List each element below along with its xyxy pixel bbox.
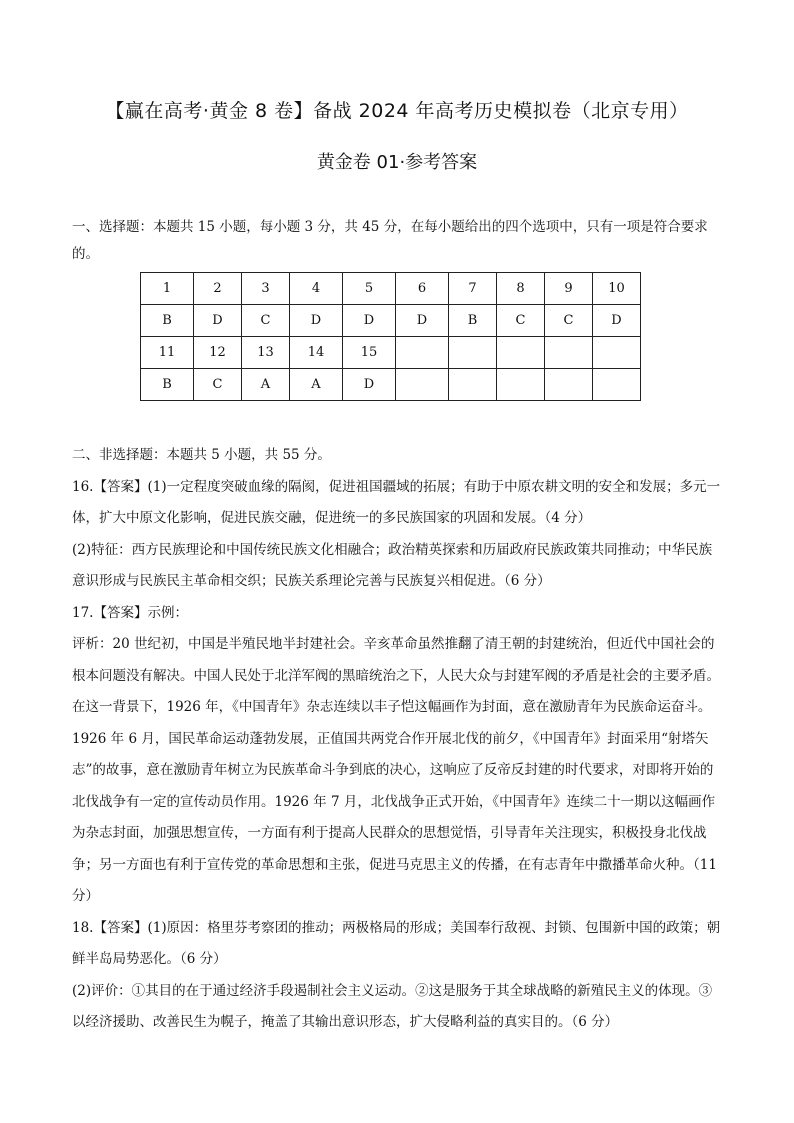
table-cell: 13 (242, 337, 290, 369)
table-row (141, 337, 641, 369)
table-cell: D (396, 305, 449, 337)
q18-part1: 18.【答案】(1)原因：格里芬考察团的推动；两极格局的形成；美国奉行敌视、封锁、包围新中国的政策；朝鲜半岛局势恶化。（6 分） (72, 919, 721, 967)
table-cell: 10 (593, 273, 641, 305)
table-row (141, 305, 641, 337)
table-cell: 8 (497, 273, 545, 305)
table-cell (396, 369, 449, 401)
table-cell (545, 369, 593, 401)
table-cell: 14 (290, 337, 343, 369)
table-cell: 11 (141, 337, 194, 369)
table-cell (497, 369, 545, 401)
table-cell: 1 (141, 273, 194, 305)
table-row (141, 369, 641, 401)
table-cell: D (593, 305, 641, 337)
table-cell: D (343, 305, 396, 337)
table-cell (449, 337, 497, 369)
q16-part1: 16.【答案】(1)一定程度突破血缘的隔阂，促进祖国疆域的拓展；有助于中原农耕文明的安全和发展；多元一体，扩大中原文化影响，促进民族交融，促进统一的多民族国家的巩固和发展。（4 分） (72, 478, 721, 526)
q18-part2: (2)评价：①其目的在于通过经济手段遏制社会主义运动。②这是服务于其全球战略的新殖民主义的体现。③以经济援助、改善民生为幌子，掩盖了其输出意识形态，扩大侵略利益的真实目的。（6 分） (72, 982, 713, 1030)
table-cell: B (141, 305, 194, 337)
table-cell: D (290, 305, 343, 337)
table-cell: 6 (396, 273, 449, 305)
table-row (141, 273, 641, 305)
table-cell: D (343, 369, 396, 401)
table-cell: 7 (449, 273, 497, 305)
table-cell: D (194, 305, 242, 337)
table-cell: 5 (343, 273, 396, 305)
page-title: 【赢在高考·黄金 8 卷】备战 2024 年高考历史模拟卷（北京专用） (105, 100, 689, 122)
answers-body (72, 440, 724, 1039)
q17-analysis: 评析：20 世纪初，中国是半殖民地半封建社会。辛亥革命虽然推翻了清王朝的封建统治，但近代中国社会的根本问题没有解决。中国人民处于北洋军阀的黑暗统治之下，人民大众与封建军阀的矛盾是社会的主要矛盾。在这一背景下，1926 年，《中国青年》杂志连续以丰子恺这幅画作为封面，意在激励青年为民族命运奋斗。1926 年 6 月，国民革命运动蓬勃发展，正值国共两党合作开展北伐的前夕，《中国青年》封面采用“射塔矢志”的故事，意在激励青年树立为民族革命斗争到底的决心，这响应了反帝反封建的时代要求，对即将开始的北伐战争有一定的宣传动员作用。1926 年 7 月，北伐战争正式开始，《中国青年》连续二十一期以这幅画作为杂志封面，加强思想宣传，一方面有利于提高人民群众的思想觉悟，引导青年关注现实，积极投身北伐战争；另一方面也有利于宣传党的革命思想和主张，促进马克思主义的传播，在有志青年中撒播革命火种。（11 分） (72, 636, 720, 904)
table-cell (497, 337, 545, 369)
table-cell: 3 (242, 273, 290, 305)
table-cell: A (290, 369, 343, 401)
q17-label: 17.【答案】示例： (72, 604, 188, 621)
table-cell: 15 (343, 337, 396, 369)
table-cell (396, 337, 449, 369)
table-cell: C (194, 369, 242, 401)
table-cell: B (449, 305, 497, 337)
table-cell: 9 (545, 273, 593, 305)
table-cell: C (497, 305, 545, 337)
table-cell (449, 369, 497, 401)
section-choice-heading: 一、选择题：本题共 15 小题，每小题 3 分，共 45 分，在每小题给出的四个选项中，只有一项是符合要求的。 (72, 219, 708, 262)
q16-part2: (2)特征：西方民族理论和中国传统民族文化相融合；政治精英探索和历届政府民族政策共同推动；中华民族意识形成与民族民主革命相交织；民族关系理论完善与民族复兴相促进。（6 分） (72, 541, 713, 589)
table-cell: 2 (194, 273, 242, 305)
table-cell: B (141, 369, 194, 401)
table-cell: C (242, 305, 290, 337)
table-cell (593, 337, 641, 369)
page-subtitle: 黄金卷 01·参考答案 (316, 152, 478, 173)
table-cell (593, 369, 641, 401)
table-cell: 12 (194, 337, 242, 369)
table-cell: 4 (290, 273, 343, 305)
table-cell (545, 337, 593, 369)
table-cell: A (242, 369, 290, 401)
table-cell: C (545, 305, 593, 337)
section-nonchoice-heading: 二、非选择题：本题共 5 小题，共 55 分。 (72, 447, 331, 463)
answer-table (140, 272, 641, 401)
